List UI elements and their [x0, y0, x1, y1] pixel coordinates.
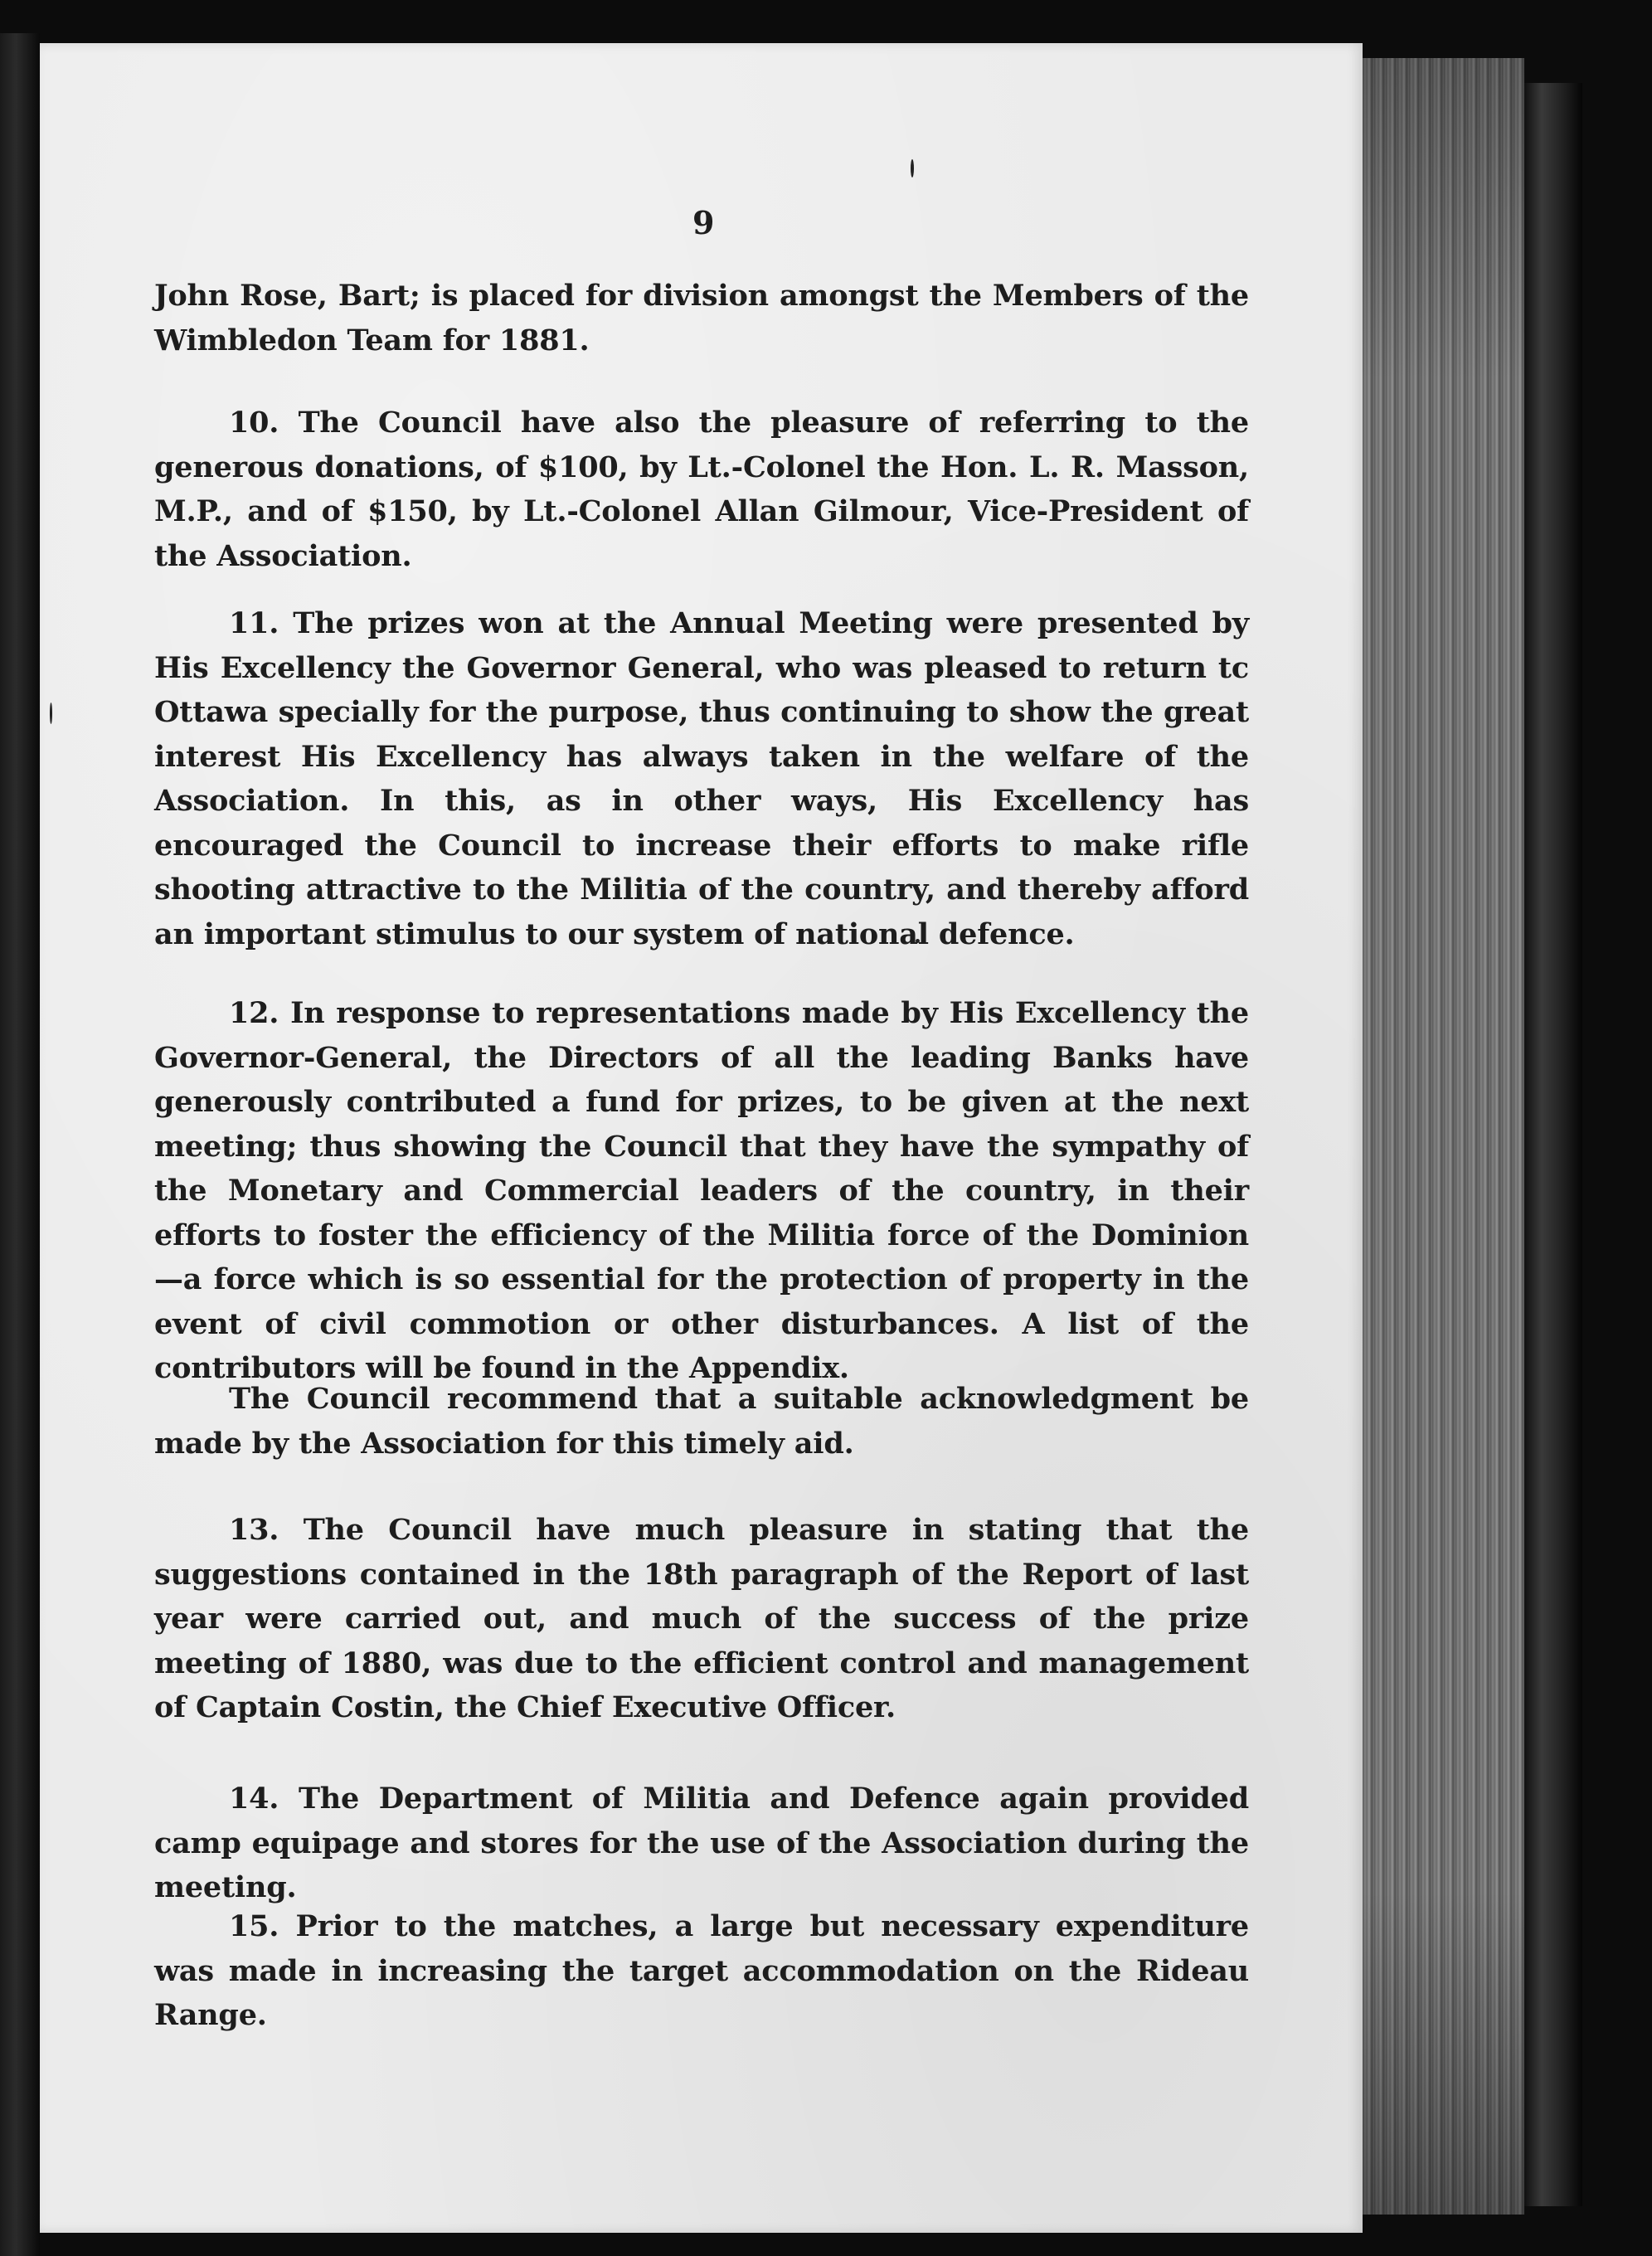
paragraph-continuation: John Rose, Bart; is placed for division amongst the Members of the Wimbledon Team for 1881. [154, 279, 1249, 357]
paragraph-recommendation: The Council recommend that a suitable acknowledgment be made by the Association for this timely aid. [154, 1382, 1249, 1461]
book-binding-edge [0, 33, 40, 2256]
ink-speck [911, 159, 914, 177]
back-cover-edge [1524, 83, 1582, 2206]
paragraph-14: 14. The Department of Militia and Defence again provided camp equipage and stores for the use of the Association during the meeting. [154, 1782, 1249, 1904]
paragraph-13: 13. The Council have much pleasure in stating that the suggestions contained in the 18th paragraph of the Report of last year were carried out, and much of the success of the prize meeting of 1880, was due to the efficient control and management of Captain Costin, the Chief Executive Officer. [154, 1513, 1249, 1724]
ink-speck [50, 703, 52, 724]
page-number: 9 [692, 204, 715, 241]
paragraph-11: 11. The prizes won at the Annual Meeting were presented by His Excellency the Governor General, who was pleased to return tc Ottawa specially for the purpose, thus continuing to show the great interest His Excellency has always taken in the welfare of the Association. In this, as in other ways, His Excellency has encouraged the Council to increase their efforts to make rifle shooting attractive to the Militia of the country, and thereby afford an important stimulus to our system of national defence. [154, 606, 1249, 951]
page-edges-shadow [1363, 58, 1524, 2215]
paragraph-10: 10. The Council have also the pleasure of referring to the generous donations, of $100, by Lt.-Colonel the Hon. L. R. Masson, M.P., and of $150, by Lt.-Colonel Allan Gilmour, Vice-President of the Association. [154, 406, 1249, 573]
paragraph-12: 12. In response to representations made by His Excellency the Governor-General, the Directors of all the leading Banks have generously contributed a fund for prizes, to be given at the next meeting; thus showing the Council that they have the sympathy of the Monetary and Commercial leaders of the country, in their efforts to foster the efficiency of the Militia force of the Dominion—a force which is so essential for the protection of property in the event of civil commotion or other disturbances. A list of the contributors will be found in the Appendix. [154, 996, 1249, 1385]
paragraph-15: 15. Prior to the matches, a large but necessary expenditure was made in increasing the target accommodation on the Rideau Range. [154, 1909, 1249, 2032]
